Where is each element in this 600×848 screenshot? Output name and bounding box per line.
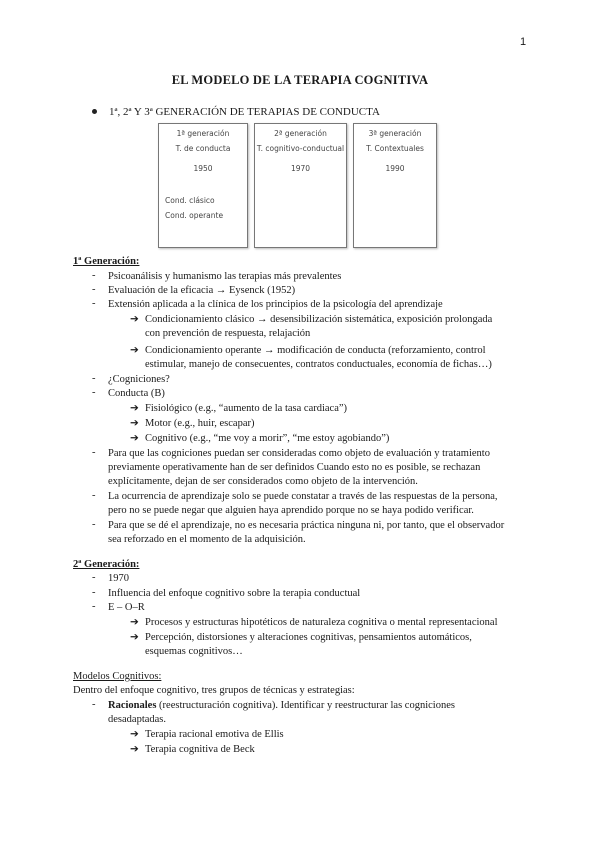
gen-type: T. de conducta bbox=[175, 144, 231, 153]
gen1-para-line: previamente operativamente han de ser definidos Cuando esto no es posible, se rechazan bbox=[108, 462, 481, 473]
dash: - bbox=[92, 490, 96, 501]
models-item bbox=[108, 699, 526, 712]
gen1-item: Evaluación de la eficacia → Eysenck (1952) bbox=[108, 285, 296, 296]
gen1-para-line: Para que las cogniciones puedan ser consideradas como objeto de evaluación y tratamiento bbox=[108, 448, 490, 459]
gen-type: T. cognitivo-conductual bbox=[256, 144, 345, 153]
gen-name: 3ª generación bbox=[368, 129, 422, 138]
gen-year: 1970 bbox=[290, 164, 311, 173]
gen2-item: 1970 bbox=[108, 573, 129, 584]
models-sub: Terapia cognitiva de Beck bbox=[145, 744, 255, 755]
models-sub: Terapia racional emotiva de Ellis bbox=[145, 729, 284, 740]
gen2-item: Influencia del enfoque cognitivo sobre la terapia conductual bbox=[108, 588, 361, 599]
gen-extra: Cond. clásico bbox=[165, 196, 215, 205]
document-title: EL MODELO DE LA TERAPIA COGNITIVA bbox=[171, 73, 429, 87]
gen1-sub: Fisiológico (e.g., “aumento de la tasa cardiaca”) bbox=[145, 403, 348, 414]
dash: - bbox=[92, 270, 96, 281]
models-item-line2: desadaptadas. bbox=[108, 714, 167, 725]
generation-box-1 bbox=[158, 123, 248, 248]
models-item-bold: Racionales bbox=[108, 700, 157, 711]
gen1-sub: Condicionamiento clásico → desensibilización sistemática, exposición prolongada bbox=[145, 314, 493, 325]
arrow-icon: ➔ bbox=[130, 744, 139, 755]
dash: - bbox=[92, 284, 96, 295]
models-item-rest: (reestructuración cognitiva). Identificar y reestructurar las cogniciones bbox=[156, 700, 455, 711]
dash: - bbox=[92, 572, 96, 583]
gen1-para-line: explícitamente, dejan de ser considerados como objeto de la intervención. bbox=[108, 476, 418, 487]
gen1-item: ¿Cogniciones? bbox=[108, 374, 170, 385]
gen-name: 1ª generación bbox=[176, 129, 230, 138]
gen2-sub: esquemas cognitivos… bbox=[145, 646, 243, 657]
gen2-sub: Procesos y estructuras hipotéticos de naturaleza cognitiva o mental representacional bbox=[145, 617, 498, 628]
generation-box-2 bbox=[254, 123, 347, 248]
gen-year: 1990 bbox=[385, 164, 405, 173]
arrow-icon: ➔ bbox=[130, 314, 139, 325]
gen1-sub: Condicionamiento operante → modificación de conducta (reforzamiento, control bbox=[145, 345, 486, 356]
section-bullet bbox=[92, 106, 380, 118]
bullet-text: 1ª, 2ª Y 3ª GENERACIÓN DE TERAPIAS DE CONDUCTA bbox=[109, 106, 380, 118]
dash: - bbox=[92, 387, 96, 398]
dash: - bbox=[92, 298, 96, 309]
page-number: 1 bbox=[520, 36, 527, 48]
dash: - bbox=[92, 699, 96, 710]
gen1-sub: con prevención de respuesta, relajación bbox=[145, 328, 311, 339]
gen-name: 2ª generación bbox=[274, 129, 327, 138]
gen1-item: Psicoanálisis y humanismo las terapias más prevalentes bbox=[108, 271, 342, 282]
gen1-para-line: Para que se dé el aprendizaje, no es necesaria práctica ninguna ni, por tanto, que el observador bbox=[108, 520, 505, 531]
gen1-heading: 1ª Generación: bbox=[73, 256, 140, 267]
dash: - bbox=[92, 373, 96, 384]
bullet-dot-icon bbox=[92, 109, 97, 114]
gen1-sub: Motor (e.g., huir, escapar) bbox=[145, 418, 255, 429]
gen1-para-line: pero no se puede negar que alguien haya aprendido porque no se haya podido verificar. bbox=[108, 505, 474, 516]
dash: - bbox=[92, 601, 96, 612]
arrow-icon: ➔ bbox=[130, 403, 139, 414]
models-heading: Modelos Cognitivos: bbox=[73, 671, 162, 682]
arrow-icon: ➔ bbox=[130, 418, 139, 429]
gen2-heading: 2ª Generación: bbox=[73, 559, 140, 570]
generation-box-3 bbox=[353, 123, 437, 248]
arrow-icon: ➔ bbox=[130, 433, 139, 444]
arrow-icon: ➔ bbox=[130, 617, 139, 628]
gen1-para-line: La ocurrencia de aprendizaje solo se puede constatar a través de las respuestas de la persona, bbox=[108, 491, 498, 502]
models-intro: Dentro del enfoque cognitivo, tres grupos de técnicas y estrategias: bbox=[73, 685, 355, 696]
arrow-icon: ➔ bbox=[130, 729, 139, 740]
gen1-item: Conducta (B) bbox=[108, 388, 165, 399]
gen1-item: Extensión aplicada a la clínica de los principios de la psicología del aprendizaje bbox=[108, 299, 443, 310]
gen2-item: E – O–R bbox=[108, 602, 145, 613]
gen-type: T. Contextuales bbox=[366, 144, 424, 153]
gen1-para-line: sea reforzado en el momento de la adquisición. bbox=[108, 534, 306, 545]
dash: - bbox=[92, 447, 96, 458]
arrow-icon: ➔ bbox=[130, 345, 139, 356]
dash: - bbox=[92, 519, 96, 530]
gen-extra: Cond. operante bbox=[165, 211, 224, 220]
gen1-sub: estimular, manejo de consecuentes, contratos conductuales, economía de fichas…) bbox=[145, 359, 492, 370]
gen-year: 1950 bbox=[193, 164, 213, 173]
dash: - bbox=[92, 587, 96, 598]
arrow-icon: ➔ bbox=[130, 632, 139, 643]
gen1-sub: Cognitivo (e.g., “me voy a morir”, “me estoy agobiando”) bbox=[145, 433, 390, 444]
gen2-sub: Percepción, distorsiones y alteraciones cognitivas, pensamientos automáticos, bbox=[145, 632, 472, 643]
